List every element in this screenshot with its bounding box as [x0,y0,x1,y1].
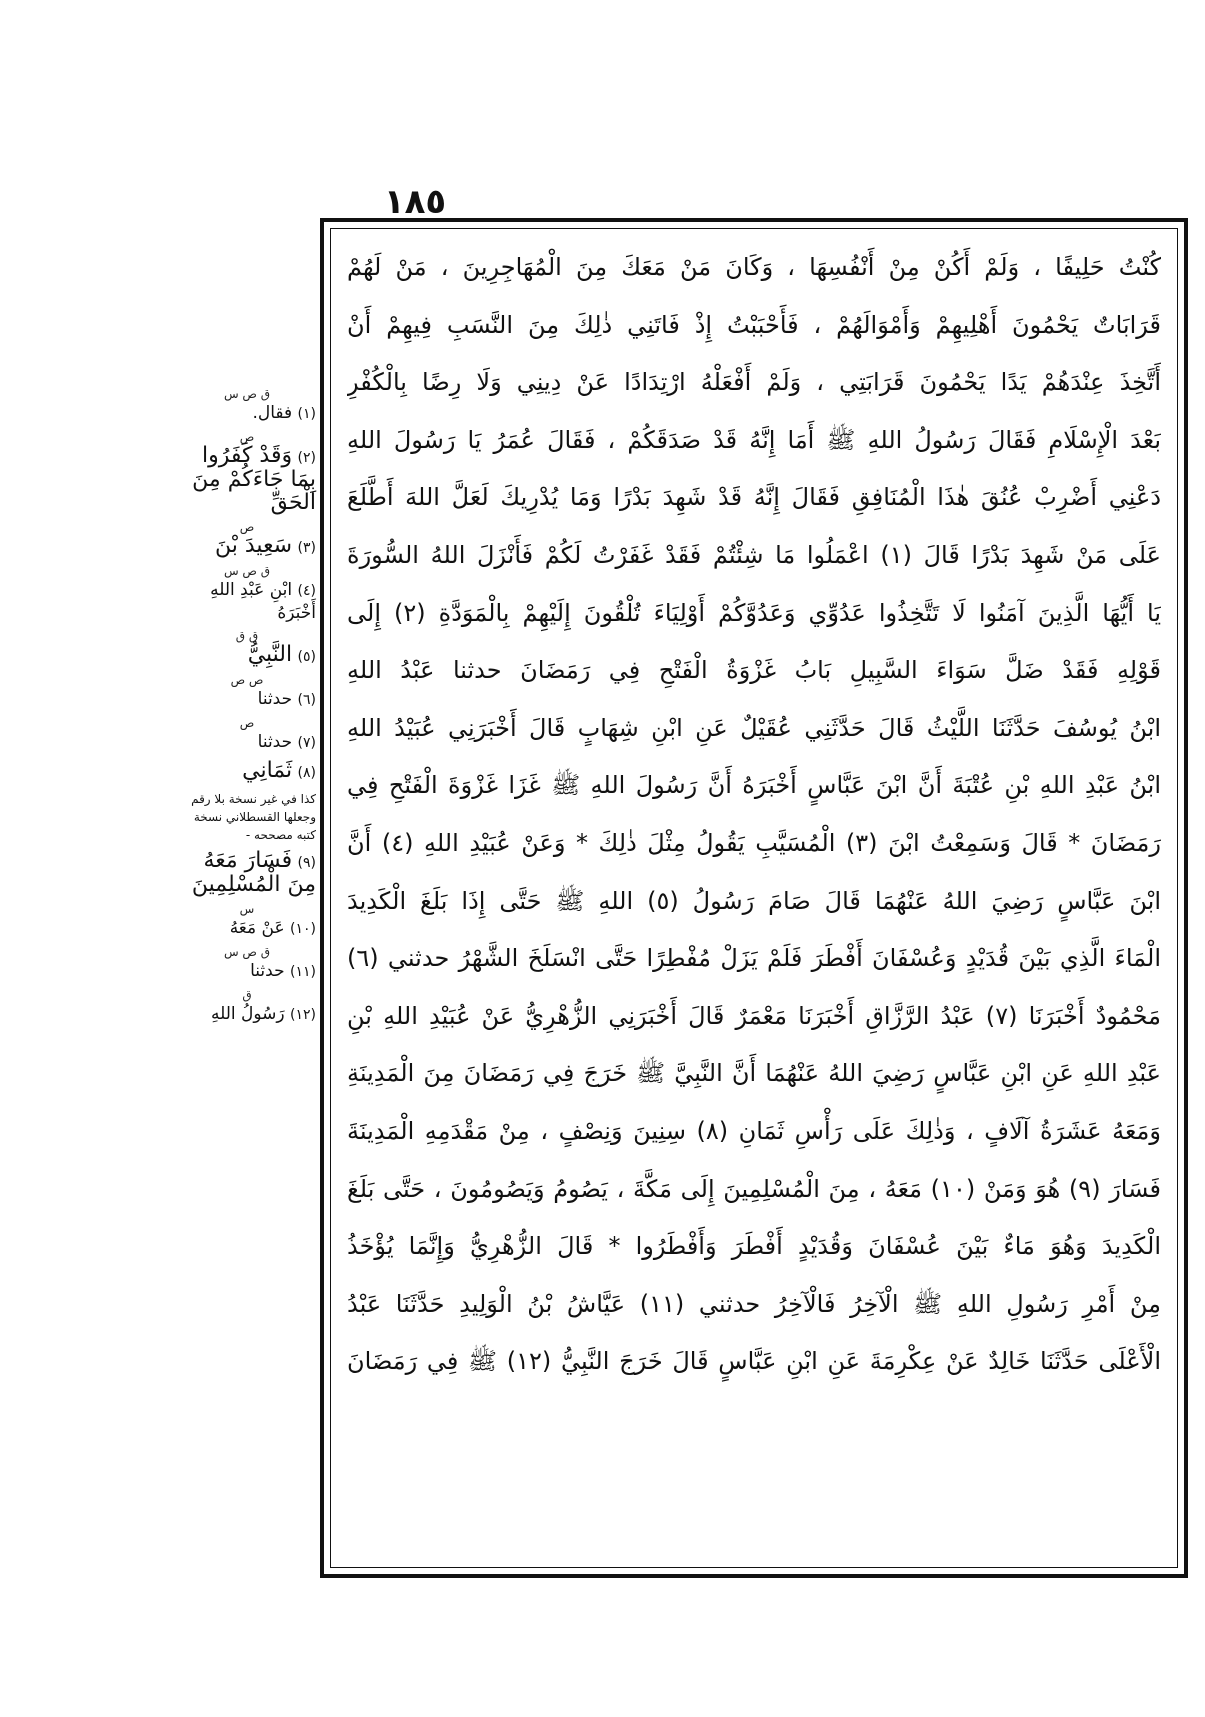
footnote-number: (٤) [297,583,316,599]
footnote-text: فقال. [252,403,293,423]
variant-siglum: ص [239,716,255,730]
footnote-text: فَسَارَ مَعَهُ مِنَ الْمُسْلِمِينَ [191,848,316,897]
variant-siglum: ق ص س [223,564,271,578]
variant-siglum: ص [239,520,255,534]
text-frame-inner [330,228,1178,1568]
text-line: وَمَعَهُ عَشَرَةُ آلَافٍ ، وَذٰلِكَ عَلَى رَأْسِ ثَمَانِ (٨) سِنِينَ وَنِصْفٍ ، مِنْ مَقْدَمِهِ الْمَدِينَةَ [347,1116,1161,1145]
text-line: قَرَابَاتٌ يَحْمُونَ أَهْلِيهِمْ وَأَمْوَالَهُمْ ، فَأَحْبَبْتُ إِذْ فَاتَنِي ذٰلِكَ مِنَ النَّسَبِ فِيهِمْ أَنْ [347,310,1161,339]
variant-siglum: ص ص [230,673,264,687]
footnote-7 [178,731,316,754]
text-line: الْمَاءَ الَّذِي بَيْنَ قُدَيْدٍ وَعُسْفَانَ أَفْطَرَ فَلَمْ يَزَلْ مُفْطِرًا حَتَّى انْسَلَخَ الشَّهْرُ حدثني (٦) [347,944,1161,973]
text-line: يَا أَيُّهَا الَّذِينَ آمَنُوا لَا تَتَّخِذُوا عَدُوِّي وَعَدُوَّكُمْ أَوْلِيَاءَ تُلْقُونَ إِلَيْهِمْ بِالْمَوَدَّةِ (٢) إِلَى [347,598,1161,627]
text-line: مَحْمُودٌ أَخْبَرَنَا (٧) عَبْدُ الرَّزَّاقِ أَخْبَرَنَا مَعْمَرٌ قَالَ أَخْبَرَنِي الزُّهْرِيُّ عَنْ عُبَيْدِ اللهِ بْنِ [347,1001,1161,1030]
text-line: الْكَدِيدَ وَهُوَ مَاءٌ بَيْنَ عُسْفَانَ وَقُدَيْدٍ أَفْطَرَ وَأَفْطَرُوا * قَالَ الزُّهْرِيُّ وَإِنَّمَا يُؤْخَذُ [347,1232,1161,1261]
footnote-text: رَسُولُ اللهِ [210,1004,285,1024]
variant-siglum: ص [239,430,255,444]
text-line: أَتَّخِذَ عِنْدَهُمْ يَدًا يَحْمُونَ قَرَابَتِي ، وَلَمْ أَفْعَلْهُ ارْتِدَادًا عَنْ دِينِي وَلَا رِضًا بِالْكُفْرِ [347,368,1161,397]
text-line: رَمَضَانَ * قَالَ وَسَمِعْتُ ابْنَ (٣) الْمُسَيَّبِ يَقُولُ مِثْلَ ذٰلِكَ * وَعَنْ عُبَيْدِ اللهِ (٤) أَنَّ [347,828,1161,857]
footnote-8 [178,760,316,784]
footnote-number: (٩) [297,855,316,871]
footnote-5 [178,644,316,668]
text-line: ابْنُ يُوسُفَ حَدَّثَنَا اللَّيْثُ قَالَ حَدَّثَنِي عُقَيْلٌ عَنِ ابْنِ شِهَابٍ قَالَ أَخْبَرَنِي عُبَيْدُ اللهِ [347,713,1161,742]
text-line: ابْنُ عَبْدِ اللهِ بْنِ عُتْبَةَ أَنَّ ابْنَ عَبَّاسٍ أَخْبَرَهُ أَنَّ رَسُولَ اللهِ ﷺ غَزَا غَزْوَةَ الْفَتْحِ فِي [347,771,1161,800]
footnote-11 [178,960,316,983]
variant-siglum: ق ق [235,629,259,643]
footnote-number: (٧) [297,735,316,751]
text-line: كُنْتُ حَلِيفًا ، وَلَمْ أَكُنْ مِنْ أَنْفُسِهَا ، وَكَانَ مَنْ مَعَكَ مِنَ الْمُهَاجِرِينَ ، مَنْ لَهُمْ [347,253,1161,281]
footnote-text: ابْنِ عَبْدِ اللهِ أَخْبَرَهُ [210,580,316,623]
main-text-block [347,239,1161,1557]
text-line: قَوْلِهِ فَقَدْ ضَلَّ سَوَاءَ السَّبِيلِ بَابُ غَزْوَةُ الْفَتْحِ فِي رَمَضَانَ حدثنا عَبْدُ اللهِ [347,656,1161,685]
text-line: فَسَارَ (٩) هُوَ وَمَنْ (١٠) مَعَهُ ، مِنَ الْمُسْلِمِينَ إِلَى مَكَّةَ ، يَصُومُ وَيَصُومُونَ ، حَتَّى بَلَغَ [347,1174,1161,1203]
footnote-text: وَقَدْ كَفَرُوا بِمَا جَاءَكُمْ مِنَ الْحَقِّ [192,443,316,515]
variant-siglum: ق [242,988,252,1002]
text-line: عَبْدِ اللهِ عَنِ ابْنِ عَبَّاسٍ رَضِيَ اللهُ عَنْهُمَا أَنَّ النَّبِيَّ ﷺ خَرَجَ فِي رَمَضَانَ مِنَ الْمَدِينَةِ [347,1059,1161,1088]
footnote-text: حدثنا [257,689,293,709]
footnote-number: (٨) [297,765,316,781]
footnote-text: ثَمَانِي [242,758,293,783]
footnote-number: (٢) [297,450,316,466]
footnote-12 [178,1003,316,1026]
text-frame [320,218,1188,1578]
footnote-text: سَعِيدَ بْنَ [215,533,293,558]
footnote-text: عَنْ مَعَهُ [229,918,285,938]
footnote-3 [178,535,316,559]
footnote-number: (٣) [297,540,316,556]
footnote-text: النَّبِيُّ [247,642,293,667]
footnote-2 [178,445,316,515]
text-line: بَعْدَ الْإِسْلَامِ فَقَالَ رَسُولُ اللهِ ﷺ أَمَا إِنَّهُ قَدْ صَدَقَكُمْ ، فَقَالَ عُمَرُ يَا رَسُولَ اللهِ [347,425,1161,454]
footnote-number: (١) [297,406,316,422]
page-number: ١٨٥ [383,182,447,222]
footnote-8-remark: كذا في غير نسخة بلا رقم وجعلها القسطلاني نسخة كتبه مصححه - [191,792,316,842]
footnote-10 [178,917,316,940]
variant-siglum: ق ص س [223,387,271,401]
footnote-number: (١١) [290,964,316,980]
text-line: مِنْ أَمْرِ رَسُولِ اللهِ ﷺ الْآخِرُ فَالْآخِرُ حدثني (١١) عَيَّاشُ بْنُ الْوَلِيدِ حَدَّثَنَا عَبْدُ [347,1289,1161,1318]
footnote-number: (٦) [297,692,316,708]
variant-siglum: س [239,902,255,916]
footnote-4 [178,579,316,624]
variant-siglum: ق ص س [223,945,271,959]
footnote-number: (١٠) [290,921,316,937]
footnote-6 [178,688,316,711]
margin-notes [178,388,316,1032]
footnote-1 [178,402,316,425]
footnote-number: (٥) [297,649,316,665]
text-line: دَعْنِي أَضْرِبْ عُنُقَ هٰذَا الْمُنَافِقِ فَقَالَ إِنَّهُ قَدْ شَهِدَ بَدْرًا وَمَا يُدْرِيكَ لَعَلَّ اللهَ أَطَّلَعَ [347,483,1161,512]
footnote-number: (١٢) [290,1007,316,1023]
footnote-text: حدثنا [250,961,285,981]
footnote-9 [178,850,316,897]
text-line: عَلَى مَنْ شَهِدَ بَدْرًا قَالَ (١) اعْمَلُوا مَا شِئْتُمْ فَقَدْ غَفَرْتُ لَكُمْ فَأَنْزَلَ اللهُ السُّورَةَ [347,540,1161,569]
footnote-text: حدثنا [257,732,293,752]
text-line: الْأَعْلَى حَدَّثَنَا خَالِدٌ عَنْ عِكْرِمَةَ عَنِ ابْنِ عَبَّاسٍ قَالَ خَرَجَ النَّبِيُّ (١٢) ﷺ فِي رَمَضَانَ [347,1347,1161,1376]
text-line: ابْنَ عَبَّاسٍ رَضِيَ اللهُ عَنْهُمَا قَالَ صَامَ رَسُولُ (٥) اللهِ ﷺ حَتَّى إِذَا بَلَغَ الْكَدِيدَ [347,886,1161,915]
